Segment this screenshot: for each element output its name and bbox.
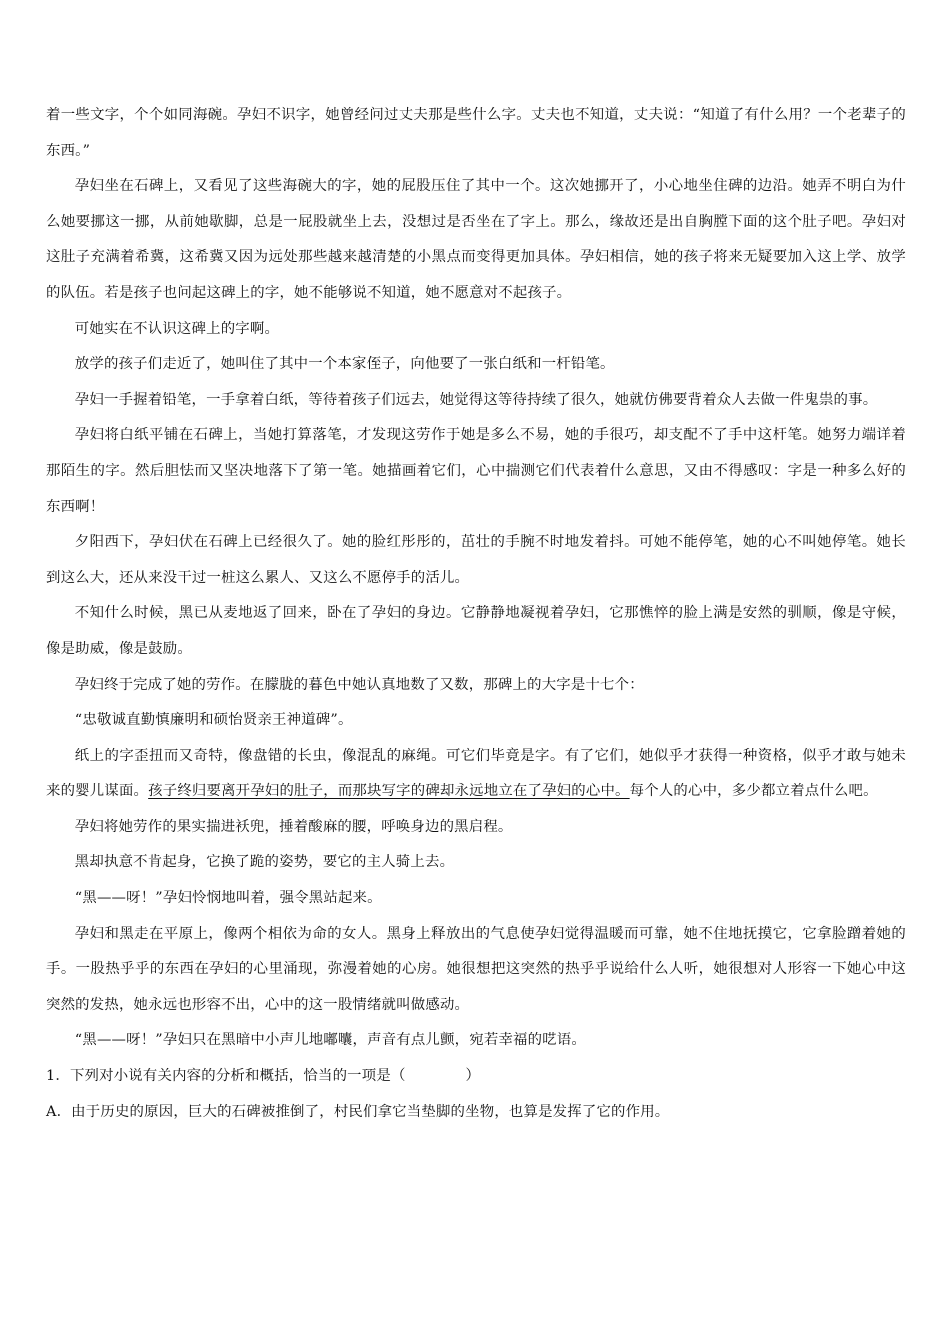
paragraph: 夕阳西下，孕妇伏在石碑上已经很久了。她的脸红彤彤的，茁壮的手腕不时地发着抖。可她不能停笔，她的心不叫她停笔。她长到这么大，还从来没干过一桩这么累人、又这么不愿停手的活儿。	[46, 534, 906, 586]
paragraph: 可她实在不认识这碑上的字啊。	[74, 320, 280, 337]
paragraph: “忠敬诚直勤慎廉明和硕怡贤亲王神道碑”。	[74, 712, 353, 729]
paragraph-with-underline	[46, 739, 906, 810]
paragraph: 孕妇坐在石碑上，又看见了这些海碗大的字，她的屁股压住了其中一个。这次她挪开了，小心地坐住碑的边沿。她弄不明白为什么她要挪这一挪，从前她歇脚，总是一屁股就坐上去，没想过是否坐在了字上。那么，缘故还是出自胸膛下面的这个肚子吧。孕妇对这肚子充满着希冀，这希冀又因为远处那些越来越清楚的小黑点而变得更加具体。孕妇相信，她的孩子将来无疑要加入这上学、放学的队伍。若是孩子也问起这碑上的字，她不能够说不知道，她不愿意对不起孩子。	[46, 178, 906, 301]
paragraph: 不知什么时候，黑已从麦地返了回来，卧在了孕妇的身边。它静静地凝视着孕妇，它那憔悴的脸上满是安然的驯顺，像是守候，像是助威，像是鼓励。	[46, 605, 906, 657]
paragraph: 放学的孩子们走近了，她叫住了其中一个本家侄子，向他要了一张白纸和一杆铅笔。	[74, 356, 615, 373]
paragraph: 孕妇一手握着铅笔，一手拿着白纸，等待着孩子们远去，她觉得这等待持续了很久，她就仿佛要背着众人去做一件鬼祟的事。	[74, 391, 878, 408]
underlined-sentence: 孩子终归要离开孕妇的肚子，而那块写字的碑却永远地立在了孕妇的心中。	[148, 783, 630, 800]
question-text: 1．下列对小说有关内容的分析和概括，恰当的一项是（	[46, 1068, 406, 1085]
paragraph: 孕妇终于完成了她的劳作。在朦胧的暮色中她认真地数了又数，那碑上的大字是十七个：	[74, 676, 644, 693]
article-body	[46, 98, 906, 1130]
paragraph: 着一些文字，个个如同海碗。孕妇不识字，她曾经问过丈夫那是些什么字。丈夫也不知道，丈夫说：“知道了有什么用？一个老辈子的东西。”	[46, 107, 906, 159]
paragraph: “黑——呀！”孕妇只在黑暗中小声儿地嘟囔，声音有点儿颤，宛若幸福的呓语。	[74, 1032, 586, 1049]
text-segment: 纸上的字歪扭而又奇特，像盘错的长虫，像混乱的麻绳。可它们毕竟是字。有了它们，她似乎才获得一种资格，似乎才敢与她未来的婴儿谋面。	[46, 747, 906, 800]
paragraph: 孕妇将她劳作的果实揣进袄兜，捶着酸麻的腰，呼唤身边的黑启程。	[74, 818, 513, 835]
question-stem	[46, 1059, 906, 1095]
question-close-paren: ）	[465, 1068, 481, 1085]
question-option-a: A．由于历史的原因，巨大的石碑被推倒了，村民们拿它当垫脚的坐物，也算是发挥了它的作用。	[46, 1103, 670, 1120]
paragraph: “黑——呀！”孕妇怜悯地叫着，强令黑站起来。	[74, 890, 382, 907]
paragraph: 孕妇和黑走在平原上，像两个相依为命的女人。黑身上释放出的气息使孕妇觉得温暖而可靠，她不住地抚摸它，它拿脸蹭着她的手。一股热乎乎的东西在孕妇的心里涌现，弥漫着她的心房。她很想把这突然的热乎乎说给什么人听，她很想对人形容一下她心中这突然的发热，她永远也形容不出，心中的这一股情绪就叫做感动。	[46, 925, 906, 1013]
text-segment: 每个人的心中，多少都立着点什么吧。	[629, 783, 878, 800]
paragraph: 孕妇将白纸平铺在石碑上，当她打算落笔，才发现这劳作于她是多么不易，她的手很巧，却支配不了手中这杆笔。她努力端详着那陌生的字。然后胆怯而又坚决地落下了第一笔。她描画着它们，心中揣测它们代表着什么意思，又由不得感叹：字是一种多么好的东西啊！	[46, 427, 906, 515]
paragraph: 黑却执意不肯起身，它换了跪的姿势，要它的主人骑上去。	[74, 854, 455, 871]
